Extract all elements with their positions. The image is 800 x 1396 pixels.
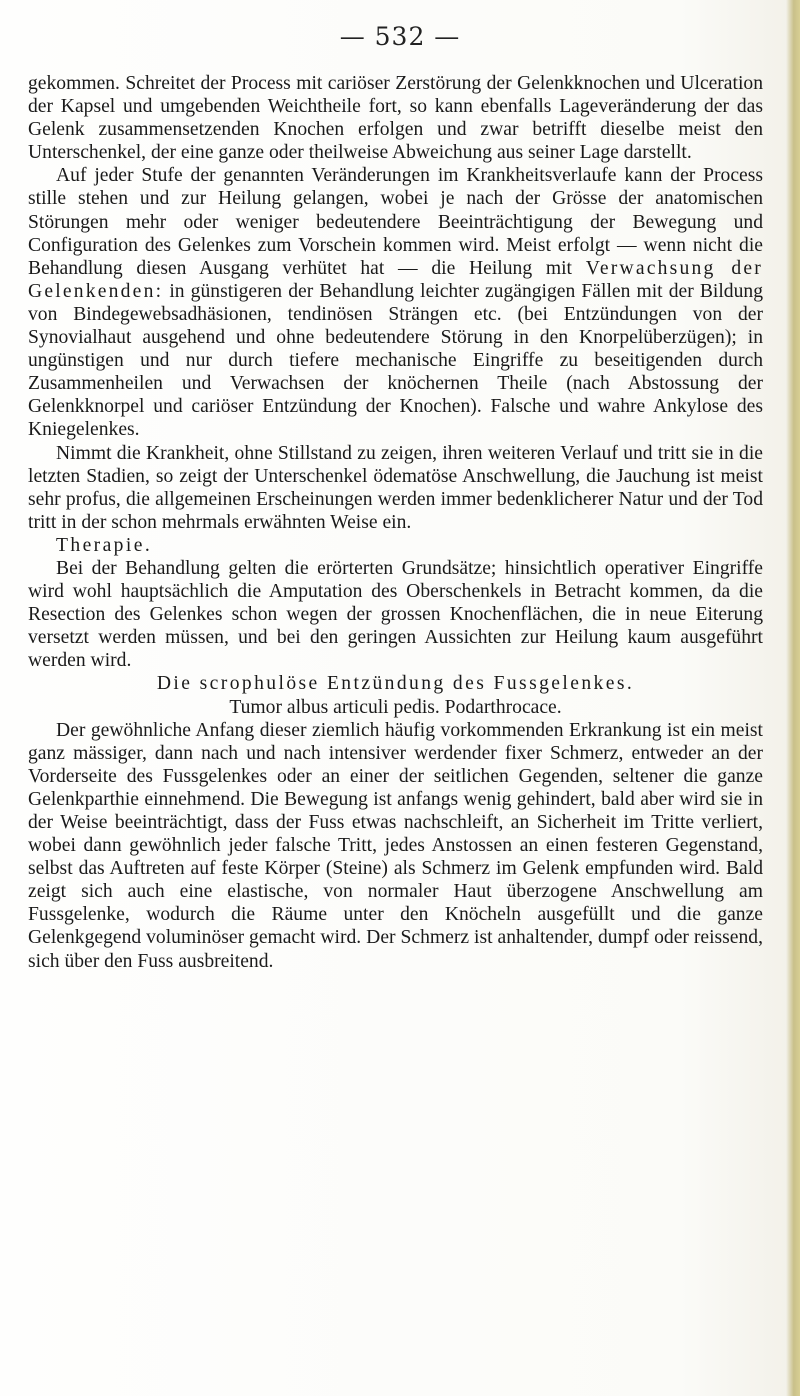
paragraph-2-end: in günstigeren der Behandlung leichter zugängigen Fällen mit der Bildung von Bindegewebsadhäsionen, tendinösen Strängen etc. (bei Entzündungen von der Synovialhaut ausgehend und ohne bedeutendere Störung in den Knorpelüberzügen); in ungünstigen und nur durch tiefere mechanische Eingriffe zu beseitigenden durch Zusammenheilen und Verwachsen der knöchernen Theile (nach Abstossung der Gelenkknorpel und cariöser Entzündung der Knochen). Falsche und wahre Ankylose des Kniegelenkes. xyxy=(28,280,763,441)
paragraph-3: Nimmt die Krankheit, ohne Stillstand zu zeigen, ihren weiteren Verlauf und tritt sie in die letzten Stadien, so zeigt der Unterschenkel ödematöse Anschwellung, die Jauchung ist meist sehr profus, die allgemeinen Erscheinungen werden immer bedenklicherer Natur und der Tod tritt in der schon mehrmals erwähnten Weise ein. xyxy=(28,442,763,533)
page-number: — 532 — xyxy=(339,22,461,51)
section-title: Die scrophulöse Entzündung des Fussgelenkes. xyxy=(156,673,635,695)
paragraph-2-spaced-term: Verwachsung der Gelenkenden: xyxy=(28,257,763,302)
paragraph-5: Der gewöhnliche Anfang dieser ziemlich häufig vorkommenden Erkrankung ist ein meist ganz mässiger, dann nach und nach intensiver werdender fixer Schmerz, entweder an der Vorderseite des Fussgelenkes oder an einer der seitlichen Gegenden, seltener die ganze Gelenkparthie einnehmend. Die Bewegung ist anfangs wenig gehindert, bald aber wird sie in der Weise beeinträchtigt, dass der Fuss etwas nachschleift, an Sicherheit im Tritte verliert, wobei dann gewöhnlich jeder falsche Tritt, jedes Anstossen an einen festeren Gegenstand, selbst das Auftreten auf feste Körper (Steine) als Schmerz im Gelenk empfunden wird. Bald zeigt sich auch eine elastische, von normaler Haut überzogene Anschwellung am Fussgelenke, wodurch die Räume unter den Knöcheln ausgefüllt und die ganze Gelenkgegend voluminöser gemacht wird. Der Schmerz ist anhaltender, dumpf oder reissend, sich über den Fuss ausbreitend. xyxy=(28,719,763,972)
therapy-heading: Therapie. xyxy=(56,534,153,556)
body-text xyxy=(28,72,763,973)
section-subtitle: Tumor albus articuli pedis. Podarthrocace. xyxy=(229,696,562,718)
paragraph-1: gekommen. Schreitet der Process mit cariöser Zerstörung der Gelenkknochen und Ulceration der Kapsel und umgebenden Weichtheile fort, so kann ebenfalls Lageveränderung der das Gelenk zusammensetzenden Knochen erfolgen und zwar betrifft dieselbe meist den Unterschenkel, der eine ganze oder theilweise Abweichung aus seiner Lage darstellt. xyxy=(28,73,763,164)
paragraph-2-start: Auf jeder Stufe der genannten Veränderungen im Krankheitsverlaufe kann der Process stille stehen und zur Heilung gelangen, wobei je nach der Grösse der anatomischen Störungen mehr oder weniger bedeutendere Beeinträchtigung der Bewegung und Configuration des Gelenkes zum Vorschein kommen wird. Meist erfolgt — wenn nicht die Behandlung diesen Ausgang verhütet hat — die Heilung mit xyxy=(28,165,763,279)
page-edge-shadow xyxy=(786,0,800,1396)
paragraph-4: Bei der Behandlung gelten die erörterten Grundsätze; hinsichtlich operativer Eingriffe wird wohl hauptsächlich die Amputation des Oberschenkels in Betracht kommen, da die Resection des Gelenkes schon wegen der grossen Knochenflächen, die in neue Eiterung versetzt werden müssen, und bei den geringen Aussichten zur Heilung kaum ausgeführt werden wird. xyxy=(28,557,763,672)
paragraph-2 xyxy=(28,164,763,441)
